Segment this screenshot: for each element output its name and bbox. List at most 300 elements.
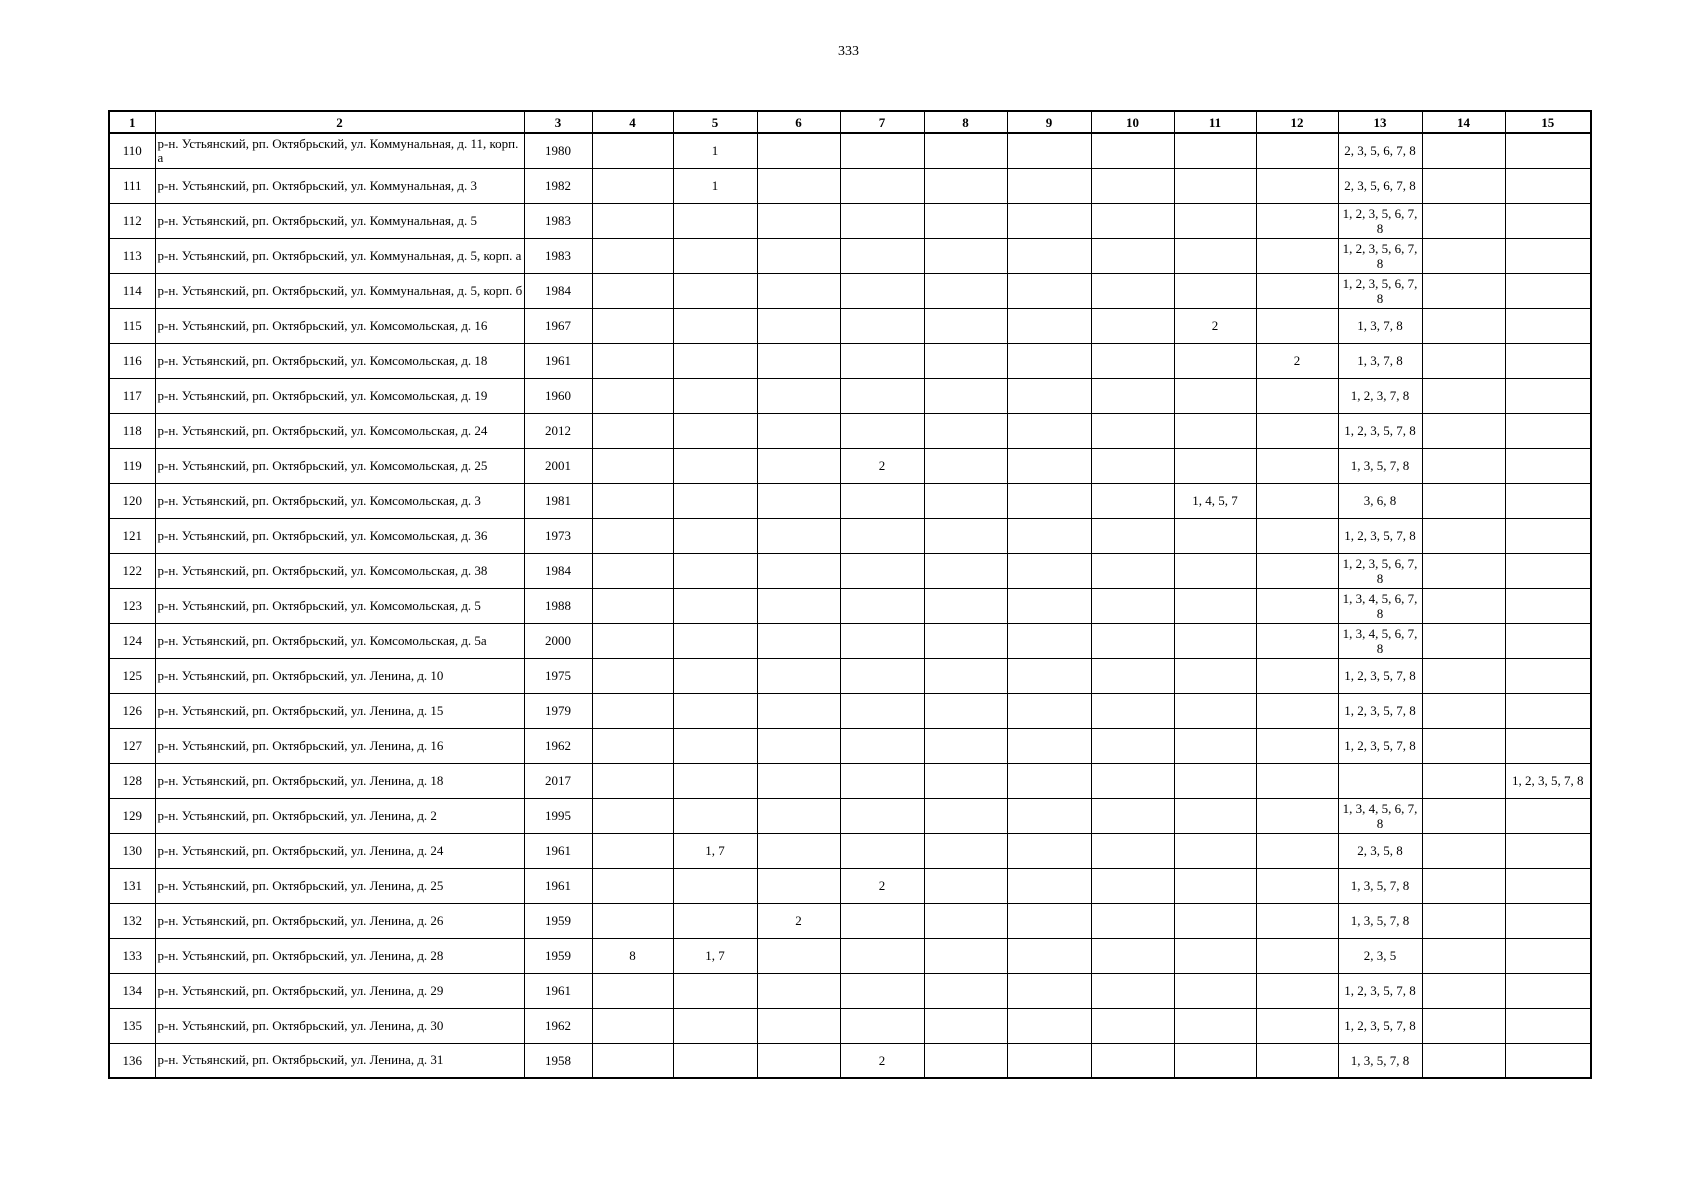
header-row bbox=[109, 111, 1591, 133]
table-cell-col-7 bbox=[840, 238, 924, 273]
table-cell-col-1: 130 bbox=[109, 833, 155, 868]
table-row bbox=[109, 763, 1591, 798]
address-cell: р-н. Устьянский, рп. Октябрьский, ул. Ленина, д. 28 bbox=[155, 938, 524, 973]
table-cell-col-14 bbox=[1422, 343, 1505, 378]
address-cell: р-н. Устьянский, рп. Октябрьский, ул. Комсомольская, д. 36 bbox=[155, 518, 524, 553]
table-cell-col-15 bbox=[1505, 518, 1591, 553]
table-row bbox=[109, 518, 1591, 553]
table-cell-col-5 bbox=[673, 553, 757, 588]
table-cell-col-4 bbox=[592, 973, 673, 1008]
table-cell-col-1: 114 bbox=[109, 273, 155, 308]
table-cell-col-10 bbox=[1091, 973, 1174, 1008]
table-cell-col-8 bbox=[924, 623, 1007, 658]
table-cell-col-4 bbox=[592, 588, 673, 623]
table-cell-col-15 bbox=[1505, 448, 1591, 483]
table-cell-col-5 bbox=[673, 273, 757, 308]
table-cell-col-15 bbox=[1505, 1043, 1591, 1078]
table-cell-col-14 bbox=[1422, 553, 1505, 588]
table-cell-col-15 bbox=[1505, 553, 1591, 588]
address-cell: р-н. Устьянский, рп. Октябрьский, ул. Коммунальная, д. 11, корп. а bbox=[155, 133, 524, 168]
table-cell-col-3: 1958 bbox=[524, 1043, 592, 1078]
table-cell-col-15 bbox=[1505, 273, 1591, 308]
table-cell-col-10 bbox=[1091, 763, 1174, 798]
table-row bbox=[109, 938, 1591, 973]
table-cell-col-7 bbox=[840, 483, 924, 518]
table-cell-col-12 bbox=[1256, 938, 1338, 973]
table-cell-col-7 bbox=[840, 798, 924, 833]
table-cell-col-15 bbox=[1505, 938, 1591, 973]
table-cell-col-8 bbox=[924, 658, 1007, 693]
table-cell-col-6 bbox=[757, 1043, 840, 1078]
table-cell-col-15 bbox=[1505, 378, 1591, 413]
table-cell-col-1: 113 bbox=[109, 238, 155, 273]
table-cell-col-5 bbox=[673, 728, 757, 763]
table-cell-col-10 bbox=[1091, 483, 1174, 518]
table-cell-col-4 bbox=[592, 1008, 673, 1043]
address-cell: р-н. Устьянский, рп. Октябрьский, ул. Коммунальная, д. 5 bbox=[155, 203, 524, 238]
table-cell-col-13: 1, 2, 3, 5, 7, 8 bbox=[1338, 693, 1422, 728]
table-cell-col-13: 2, 3, 5, 6, 7, 8 bbox=[1338, 168, 1422, 203]
table-cell-col-7 bbox=[840, 588, 924, 623]
table-cell-col-9 bbox=[1007, 763, 1091, 798]
column-header-13: 13 bbox=[1338, 111, 1422, 133]
table-cell-col-14 bbox=[1422, 728, 1505, 763]
table-cell-col-7 bbox=[840, 308, 924, 343]
table-cell-col-8 bbox=[924, 798, 1007, 833]
table-cell-col-6 bbox=[757, 518, 840, 553]
table-cell-col-6 bbox=[757, 938, 840, 973]
table-cell-col-9 bbox=[1007, 973, 1091, 1008]
table-cell-col-9 bbox=[1007, 238, 1091, 273]
table-cell-col-12 bbox=[1256, 833, 1338, 868]
table-cell-col-13: 1, 3, 4, 5, 6, 7, 8 bbox=[1338, 623, 1422, 658]
table-cell-col-12 bbox=[1256, 973, 1338, 1008]
table-cell-col-7 bbox=[840, 693, 924, 728]
table-cell-col-10 bbox=[1091, 308, 1174, 343]
page-number: 333 bbox=[838, 44, 859, 59]
table-cell-col-13: 1, 3, 5, 7, 8 bbox=[1338, 903, 1422, 938]
table-cell-col-5 bbox=[673, 973, 757, 1008]
table-cell-col-9 bbox=[1007, 1008, 1091, 1043]
address-cell: р-н. Устьянский, рп. Октябрьский, ул. Комсомольская, д. 38 bbox=[155, 553, 524, 588]
table-cell-col-11 bbox=[1174, 273, 1256, 308]
table-cell-col-11 bbox=[1174, 1008, 1256, 1043]
table-cell-col-1: 120 bbox=[109, 483, 155, 518]
table-cell-col-4 bbox=[592, 413, 673, 448]
table-cell-col-5 bbox=[673, 343, 757, 378]
column-header-1: 1 bbox=[109, 111, 155, 133]
table-cell-col-8 bbox=[924, 938, 1007, 973]
table-cell-col-4 bbox=[592, 763, 673, 798]
address-cell: р-н. Устьянский, рп. Октябрьский, ул. Комсомольская, д. 25 bbox=[155, 448, 524, 483]
table-cell-col-11: 1, 4, 5, 7 bbox=[1174, 483, 1256, 518]
table-cell-col-9 bbox=[1007, 413, 1091, 448]
table-cell-col-11 bbox=[1174, 588, 1256, 623]
table-cell-col-11 bbox=[1174, 413, 1256, 448]
table-cell-col-1: 119 bbox=[109, 448, 155, 483]
table-row bbox=[109, 1043, 1591, 1078]
address-cell: р-н. Устьянский, рп. Октябрьский, ул. Ленина, д. 24 bbox=[155, 833, 524, 868]
table-cell-col-11 bbox=[1174, 763, 1256, 798]
table-cell-col-10 bbox=[1091, 378, 1174, 413]
table-cell-col-6: 2 bbox=[757, 903, 840, 938]
table-cell-col-12 bbox=[1256, 868, 1338, 903]
table-cell-col-3: 1960 bbox=[524, 378, 592, 413]
table-row bbox=[109, 203, 1591, 238]
table-cell-col-6 bbox=[757, 133, 840, 168]
table-cell-col-12 bbox=[1256, 378, 1338, 413]
table-cell-col-7 bbox=[840, 378, 924, 413]
table-cell-col-4 bbox=[592, 203, 673, 238]
table-cell-col-4 bbox=[592, 483, 673, 518]
table-cell-col-11 bbox=[1174, 798, 1256, 833]
table-cell-col-10 bbox=[1091, 343, 1174, 378]
table-cell-col-5 bbox=[673, 378, 757, 413]
table-cell-col-14 bbox=[1422, 168, 1505, 203]
table-cell-col-4: 8 bbox=[592, 938, 673, 973]
table-row bbox=[109, 343, 1591, 378]
table-cell-col-15 bbox=[1505, 168, 1591, 203]
column-header-14: 14 bbox=[1422, 111, 1505, 133]
address-cell: р-н. Устьянский, рп. Октябрьский, ул. Ленина, д. 18 bbox=[155, 763, 524, 798]
table-cell-col-1: 136 bbox=[109, 1043, 155, 1078]
table-row bbox=[109, 133, 1591, 168]
table-cell-col-3: 1984 bbox=[524, 273, 592, 308]
table-cell-col-12 bbox=[1256, 273, 1338, 308]
table-cell-col-10 bbox=[1091, 903, 1174, 938]
table-cell-col-13: 1, 2, 3, 5, 6, 7, 8 bbox=[1338, 273, 1422, 308]
table-cell-col-3: 1983 bbox=[524, 238, 592, 273]
table-cell-col-9 bbox=[1007, 518, 1091, 553]
table-cell-col-8 bbox=[924, 903, 1007, 938]
table-cell-col-14 bbox=[1422, 973, 1505, 1008]
table-cell-col-4 bbox=[592, 693, 673, 728]
table-cell-col-9 bbox=[1007, 448, 1091, 483]
address-cell: р-н. Устьянский, рп. Октябрьский, ул. Ленина, д. 29 bbox=[155, 973, 524, 1008]
table-cell-col-10 bbox=[1091, 1008, 1174, 1043]
table-cell-col-10 bbox=[1091, 798, 1174, 833]
table-cell-col-8 bbox=[924, 483, 1007, 518]
table-cell-col-15 bbox=[1505, 343, 1591, 378]
table-row bbox=[109, 798, 1591, 833]
table-cell-col-4 bbox=[592, 343, 673, 378]
table-cell-col-4 bbox=[592, 868, 673, 903]
table-cell-col-7 bbox=[840, 1008, 924, 1043]
table-cell-col-10 bbox=[1091, 588, 1174, 623]
address-cell: р-н. Устьянский, рп. Октябрьский, ул. Комсомольская, д. 16 bbox=[155, 308, 524, 343]
table-cell-col-13: 1, 3, 5, 7, 8 bbox=[1338, 448, 1422, 483]
table-cell-col-11 bbox=[1174, 938, 1256, 973]
table-cell-col-13: 1, 2, 3, 5, 7, 8 bbox=[1338, 413, 1422, 448]
column-header-3: 3 bbox=[524, 111, 592, 133]
table-cell-col-8 bbox=[924, 973, 1007, 1008]
table-cell-col-8 bbox=[924, 868, 1007, 903]
table-cell-col-5 bbox=[673, 1008, 757, 1043]
table-cell-col-15 bbox=[1505, 903, 1591, 938]
table-cell-col-3: 1962 bbox=[524, 1008, 592, 1043]
address-cell: р-н. Устьянский, рп. Октябрьский, ул. Ленина, д. 30 bbox=[155, 1008, 524, 1043]
table-cell-col-9 bbox=[1007, 483, 1091, 518]
table-cell-col-1: 126 bbox=[109, 693, 155, 728]
table-cell-col-7: 2 bbox=[840, 1043, 924, 1078]
table-cell-col-9 bbox=[1007, 938, 1091, 973]
table-cell-col-9 bbox=[1007, 658, 1091, 693]
table-cell-col-14 bbox=[1422, 833, 1505, 868]
table-cell-col-12 bbox=[1256, 693, 1338, 728]
table-cell-col-14 bbox=[1422, 1043, 1505, 1078]
table-cell-col-14 bbox=[1422, 658, 1505, 693]
table-cell-col-4 bbox=[592, 903, 673, 938]
address-cell: р-н. Устьянский, рп. Октябрьский, ул. Коммунальная, д. 5, корп. б bbox=[155, 273, 524, 308]
table-cell-col-5 bbox=[673, 308, 757, 343]
address-cell: р-н. Устьянский, рп. Октябрьский, ул. Ленина, д. 15 bbox=[155, 693, 524, 728]
table-cell-col-5 bbox=[673, 798, 757, 833]
table-cell-col-10 bbox=[1091, 623, 1174, 658]
table-cell-col-14 bbox=[1422, 203, 1505, 238]
column-header-10: 10 bbox=[1091, 111, 1174, 133]
table-cell-col-5 bbox=[673, 658, 757, 693]
table-row bbox=[109, 553, 1591, 588]
table-cell-col-13: 1, 2, 3, 5, 7, 8 bbox=[1338, 1008, 1422, 1043]
column-header-9: 9 bbox=[1007, 111, 1091, 133]
table-cell-col-14 bbox=[1422, 868, 1505, 903]
table-row bbox=[109, 378, 1591, 413]
table-cell-col-4 bbox=[592, 273, 673, 308]
table-cell-col-4 bbox=[592, 518, 673, 553]
table-cell-col-15 bbox=[1505, 413, 1591, 448]
table-cell-col-6 bbox=[757, 308, 840, 343]
table-cell-col-10 bbox=[1091, 273, 1174, 308]
table-cell-col-8 bbox=[924, 763, 1007, 798]
table-cell-col-3: 1975 bbox=[524, 658, 592, 693]
table-cell-col-1: 132 bbox=[109, 903, 155, 938]
table-cell-col-3: 1961 bbox=[524, 833, 592, 868]
table-cell-col-7 bbox=[840, 903, 924, 938]
table-cell-col-1: 112 bbox=[109, 203, 155, 238]
address-cell: р-н. Устьянский, рп. Октябрьский, ул. Комсомольская, д. 19 bbox=[155, 378, 524, 413]
address-cell: р-н. Устьянский, рп. Октябрьский, ул. Ленина, д. 2 bbox=[155, 798, 524, 833]
table-cell-col-12 bbox=[1256, 798, 1338, 833]
table-cell-col-15 bbox=[1505, 693, 1591, 728]
table-cell-col-1: 127 bbox=[109, 728, 155, 763]
table-cell-col-1: 123 bbox=[109, 588, 155, 623]
table-cell-col-3: 1984 bbox=[524, 553, 592, 588]
table-cell-col-15 bbox=[1505, 308, 1591, 343]
table-cell-col-12 bbox=[1256, 553, 1338, 588]
table-cell-col-7 bbox=[840, 343, 924, 378]
table-cell-col-13: 2, 3, 5, 6, 7, 8 bbox=[1338, 133, 1422, 168]
table-cell-col-9 bbox=[1007, 868, 1091, 903]
table-cell-col-9 bbox=[1007, 168, 1091, 203]
table-cell-col-6 bbox=[757, 273, 840, 308]
table-cell-col-3: 2017 bbox=[524, 763, 592, 798]
table-cell-col-10 bbox=[1091, 168, 1174, 203]
table-cell-col-11 bbox=[1174, 168, 1256, 203]
table-cell-col-15 bbox=[1505, 1008, 1591, 1043]
table-cell-col-11 bbox=[1174, 238, 1256, 273]
table-row bbox=[109, 868, 1591, 903]
table-cell-col-12 bbox=[1256, 623, 1338, 658]
table-cell-col-13: 1, 3, 4, 5, 6, 7, 8 bbox=[1338, 588, 1422, 623]
table-cell-col-4 bbox=[592, 378, 673, 413]
table-cell-col-11 bbox=[1174, 518, 1256, 553]
table-cell-col-12 bbox=[1256, 203, 1338, 238]
table-cell-col-5: 1, 7 bbox=[673, 833, 757, 868]
table-cell-col-6 bbox=[757, 658, 840, 693]
table-cell-col-11 bbox=[1174, 343, 1256, 378]
table-cell-col-10 bbox=[1091, 413, 1174, 448]
table-cell-col-11 bbox=[1174, 833, 1256, 868]
table-cell-col-12 bbox=[1256, 588, 1338, 623]
table-cell-col-9 bbox=[1007, 1043, 1091, 1078]
table-cell-col-5 bbox=[673, 413, 757, 448]
table-cell-col-11 bbox=[1174, 133, 1256, 168]
table-cell-col-8 bbox=[924, 693, 1007, 728]
table-cell-col-15 bbox=[1505, 728, 1591, 763]
table-cell-col-10 bbox=[1091, 728, 1174, 763]
table-cell-col-11 bbox=[1174, 448, 1256, 483]
table-cell-col-4 bbox=[592, 308, 673, 343]
table-cell-col-5 bbox=[673, 623, 757, 658]
table-row bbox=[109, 1008, 1591, 1043]
table-cell-col-1: 111 bbox=[109, 168, 155, 203]
column-header-12: 12 bbox=[1256, 111, 1338, 133]
table-cell-col-6 bbox=[757, 343, 840, 378]
table-cell-col-5 bbox=[673, 518, 757, 553]
table-cell-col-8 bbox=[924, 378, 1007, 413]
table-row bbox=[109, 413, 1591, 448]
table-cell-col-14 bbox=[1422, 483, 1505, 518]
table-cell-col-3: 1981 bbox=[524, 483, 592, 518]
table-cell-col-1: 121 bbox=[109, 518, 155, 553]
table-row bbox=[109, 693, 1591, 728]
table-cell-col-13: 1, 2, 3, 5, 6, 7, 8 bbox=[1338, 238, 1422, 273]
address-cell: р-н. Устьянский, рп. Октябрьский, ул. Комсомольская, д. 18 bbox=[155, 343, 524, 378]
table-cell-col-10 bbox=[1091, 938, 1174, 973]
table-cell-col-3: 1961 bbox=[524, 343, 592, 378]
table-cell-col-12 bbox=[1256, 483, 1338, 518]
table-cell-col-11 bbox=[1174, 203, 1256, 238]
table-cell-col-10 bbox=[1091, 553, 1174, 588]
table-cell-col-1: 128 bbox=[109, 763, 155, 798]
table-cell-col-5 bbox=[673, 203, 757, 238]
table-cell-col-10 bbox=[1091, 868, 1174, 903]
table-cell-col-14 bbox=[1422, 763, 1505, 798]
table-cell-col-4 bbox=[592, 1043, 673, 1078]
table-cell-col-5: 1 bbox=[673, 168, 757, 203]
table-cell-col-3: 1979 bbox=[524, 693, 592, 728]
table-cell-col-9 bbox=[1007, 728, 1091, 763]
table-cell-col-11 bbox=[1174, 378, 1256, 413]
table-cell-col-6 bbox=[757, 378, 840, 413]
table-cell-col-8 bbox=[924, 273, 1007, 308]
table-cell-col-13: 2, 3, 5, 8 bbox=[1338, 833, 1422, 868]
table-cell-col-8 bbox=[924, 238, 1007, 273]
table-cell-col-8 bbox=[924, 728, 1007, 763]
table-cell-col-13: 2, 3, 5 bbox=[1338, 938, 1422, 973]
table-cell-col-14 bbox=[1422, 623, 1505, 658]
table-cell-col-15 bbox=[1505, 623, 1591, 658]
table-cell-col-3: 2001 bbox=[524, 448, 592, 483]
table-cell-col-11 bbox=[1174, 553, 1256, 588]
table-cell-col-15 bbox=[1505, 203, 1591, 238]
table-cell-col-8 bbox=[924, 553, 1007, 588]
address-cell: р-н. Устьянский, рп. Октябрьский, ул. Коммунальная, д. 5, корп. а bbox=[155, 238, 524, 273]
table-cell-col-12 bbox=[1256, 448, 1338, 483]
address-cell: р-н. Устьянский, рп. Октябрьский, ул. Комсомольская, д. 3 bbox=[155, 483, 524, 518]
table-cell-col-3: 2012 bbox=[524, 413, 592, 448]
table-cell-col-8 bbox=[924, 413, 1007, 448]
table-cell-col-11: 2 bbox=[1174, 308, 1256, 343]
table-cell-col-9 bbox=[1007, 798, 1091, 833]
table-cell-col-10 bbox=[1091, 1043, 1174, 1078]
table-cell-col-5 bbox=[673, 763, 757, 798]
table-cell-col-7 bbox=[840, 973, 924, 1008]
table-cell-col-6 bbox=[757, 798, 840, 833]
table-cell-col-13 bbox=[1338, 763, 1422, 798]
table-cell-col-6 bbox=[757, 238, 840, 273]
table-cell-col-6 bbox=[757, 483, 840, 518]
address-cell: р-н. Устьянский, рп. Октябрьский, ул. Комсомольская, д. 5 bbox=[155, 588, 524, 623]
table-cell-col-9 bbox=[1007, 833, 1091, 868]
address-cell: р-н. Устьянский, рп. Октябрьский, ул. Комсомольская, д. 24 bbox=[155, 413, 524, 448]
table-cell-col-5 bbox=[673, 1043, 757, 1078]
table-cell-col-5 bbox=[673, 238, 757, 273]
table-row bbox=[109, 623, 1591, 658]
table-cell-col-13: 1, 2, 3, 5, 6, 7, 8 bbox=[1338, 203, 1422, 238]
table-cell-col-8 bbox=[924, 1008, 1007, 1043]
table-cell-col-11 bbox=[1174, 623, 1256, 658]
table-cell-col-15 bbox=[1505, 483, 1591, 518]
table-cell-col-11 bbox=[1174, 728, 1256, 763]
table-cell-col-4 bbox=[592, 553, 673, 588]
table-cell-col-6 bbox=[757, 1008, 840, 1043]
table-cell-col-12 bbox=[1256, 1043, 1338, 1078]
table-cell-col-9 bbox=[1007, 378, 1091, 413]
table-cell-col-15: 1, 2, 3, 5, 7, 8 bbox=[1505, 763, 1591, 798]
table-cell-col-3: 1995 bbox=[524, 798, 592, 833]
table-cell-col-1: 129 bbox=[109, 798, 155, 833]
column-header-15: 15 bbox=[1505, 111, 1591, 133]
table-cell-col-3: 1980 bbox=[524, 133, 592, 168]
table-cell-col-6 bbox=[757, 623, 840, 658]
table-cell-col-10 bbox=[1091, 448, 1174, 483]
table-row bbox=[109, 448, 1591, 483]
table-cell-col-3: 1973 bbox=[524, 518, 592, 553]
column-header-5: 5 bbox=[673, 111, 757, 133]
table-row bbox=[109, 238, 1591, 273]
table-row bbox=[109, 728, 1591, 763]
table-cell-col-12 bbox=[1256, 133, 1338, 168]
column-header-2: 2 bbox=[155, 111, 524, 133]
table-cell-col-7 bbox=[840, 518, 924, 553]
table-cell-col-12 bbox=[1256, 1008, 1338, 1043]
table-row bbox=[109, 273, 1591, 308]
table-cell-col-8 bbox=[924, 343, 1007, 378]
table-cell-col-5 bbox=[673, 483, 757, 518]
table-cell-col-14 bbox=[1422, 238, 1505, 273]
table-row bbox=[109, 588, 1591, 623]
table-cell-col-13: 1, 3, 5, 7, 8 bbox=[1338, 1043, 1422, 1078]
table-cell-col-7 bbox=[840, 833, 924, 868]
table-cell-col-11 bbox=[1174, 693, 1256, 728]
table-cell-col-7: 2 bbox=[840, 868, 924, 903]
table-cell-col-1: 134 bbox=[109, 973, 155, 1008]
table-cell-col-14 bbox=[1422, 133, 1505, 168]
table-cell-col-9 bbox=[1007, 203, 1091, 238]
table-cell-col-15 bbox=[1505, 658, 1591, 693]
table-cell-col-7 bbox=[840, 413, 924, 448]
